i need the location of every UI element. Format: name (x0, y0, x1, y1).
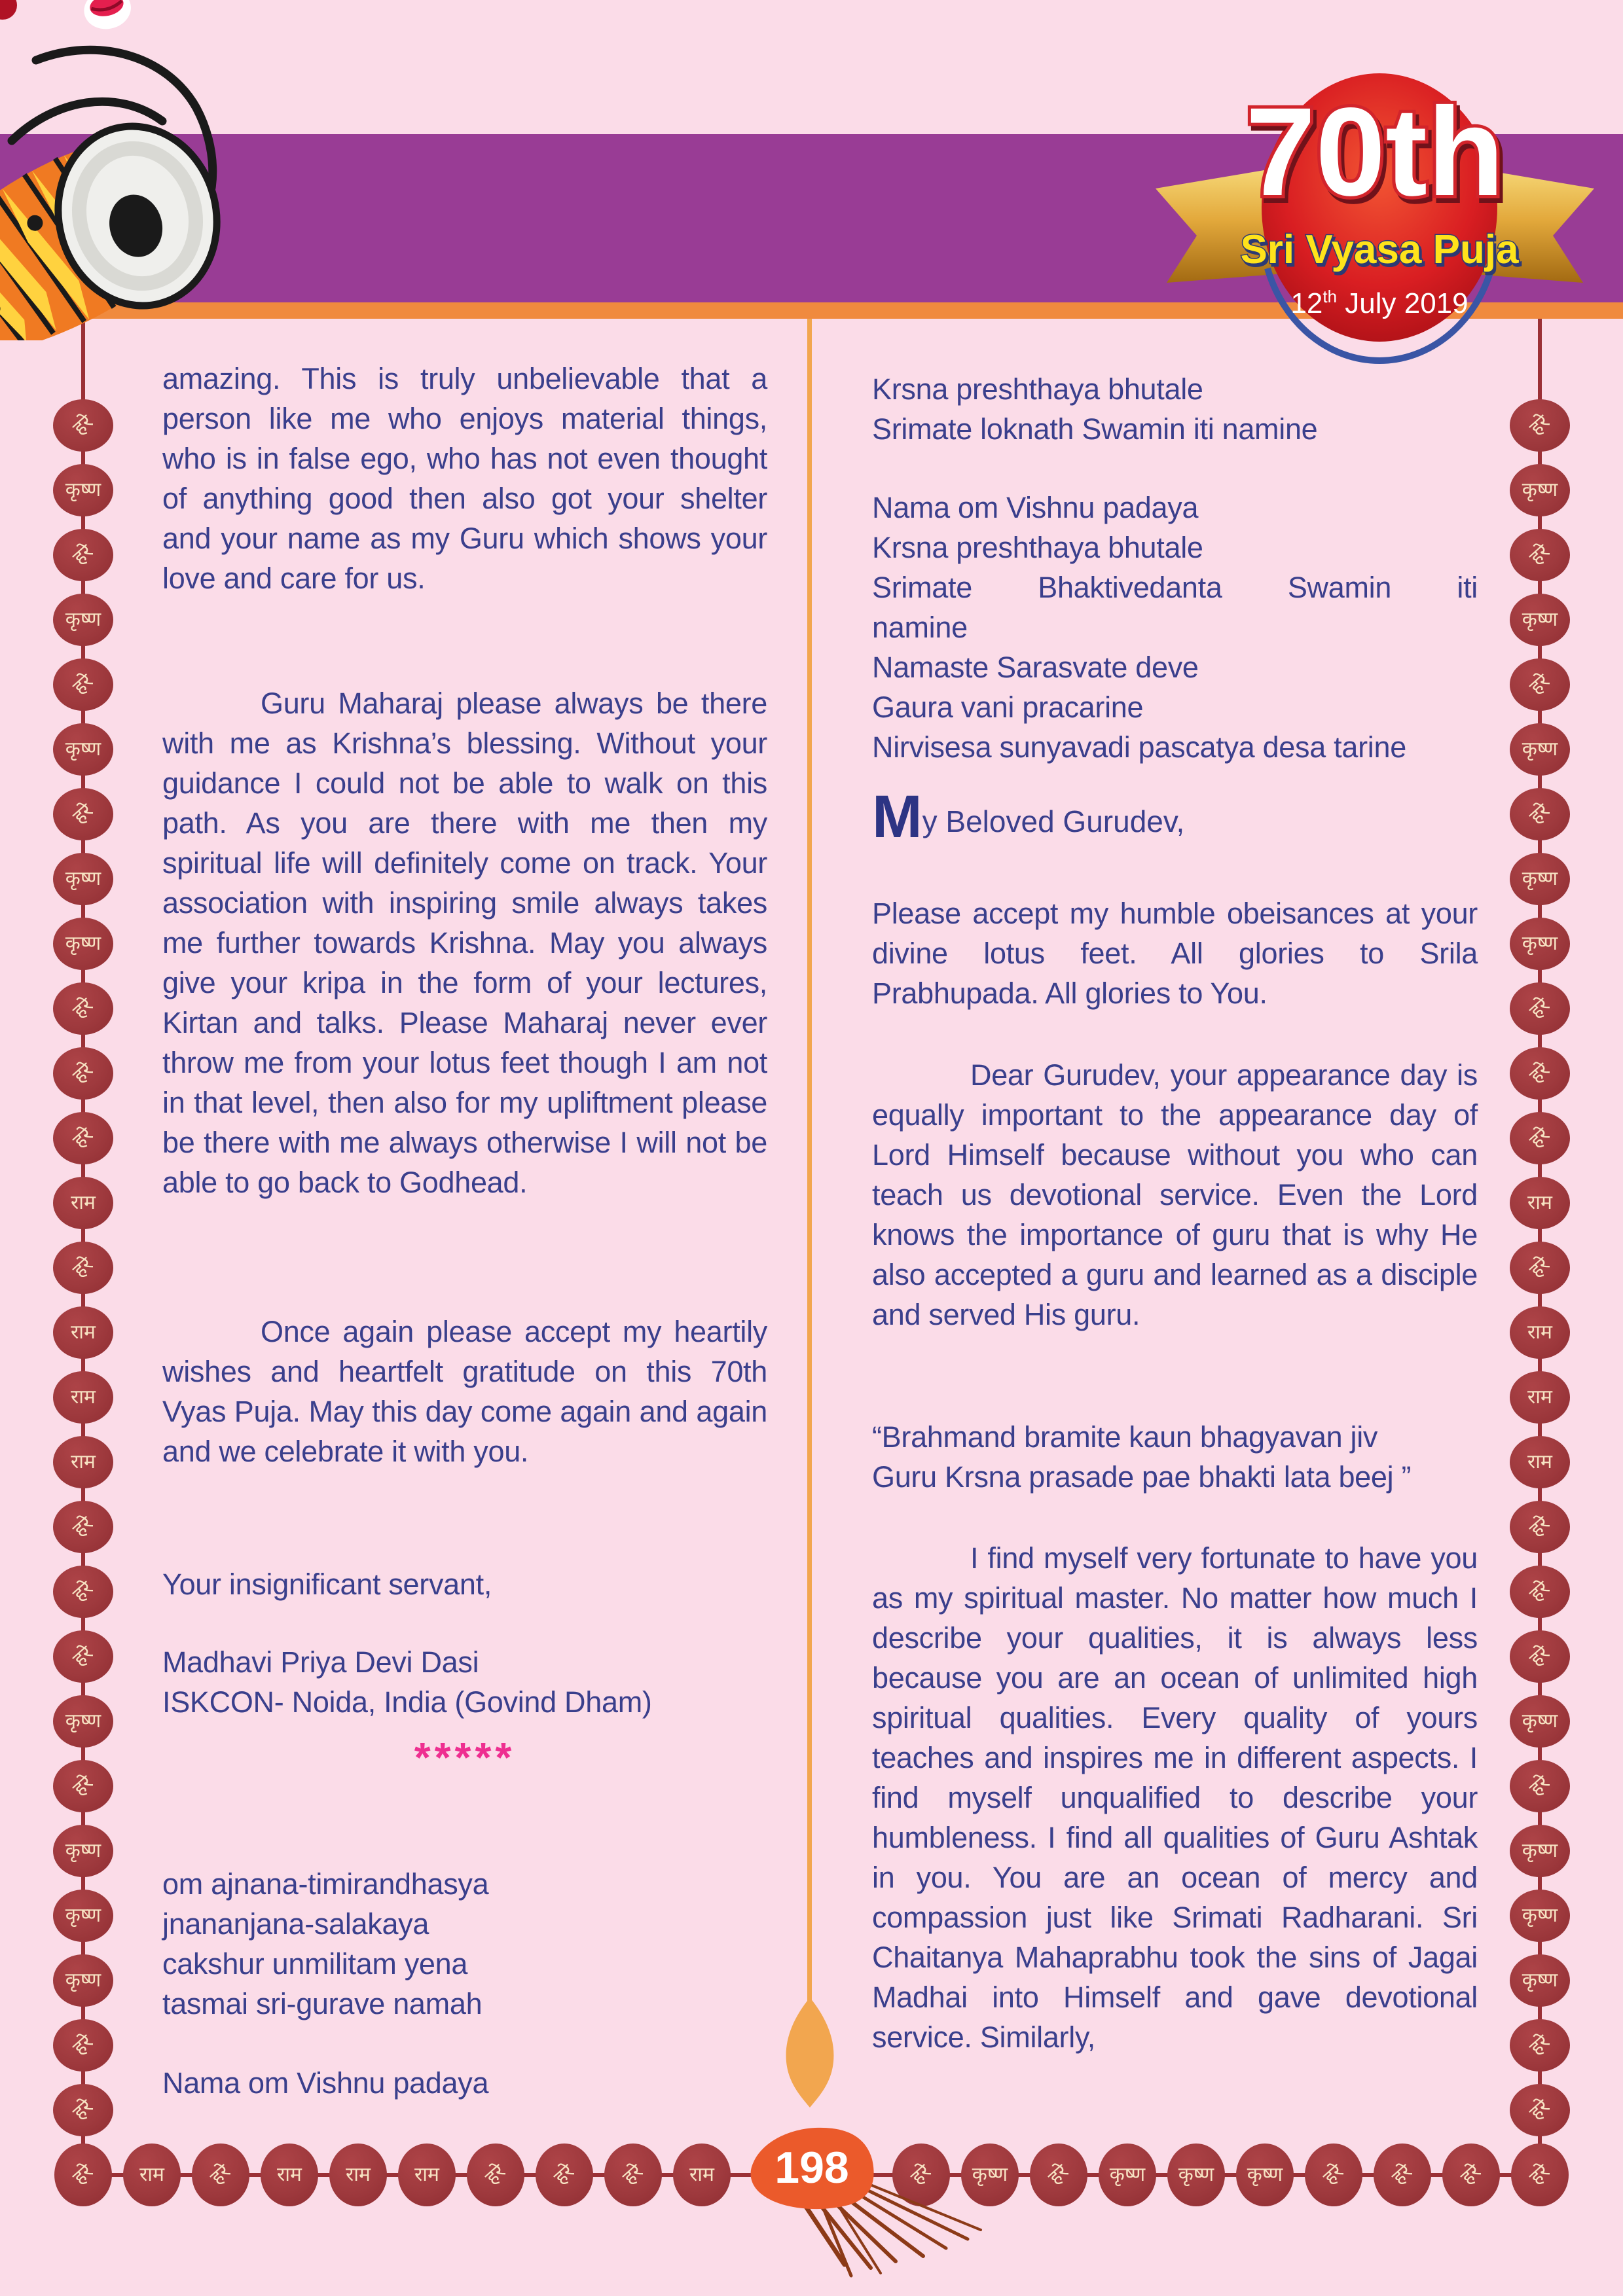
bead-label: हरे (69, 670, 98, 699)
bead (1030, 2144, 1087, 2206)
quote-line: “Brahmand bramite kaun bhagyavan jiv (872, 1420, 1378, 1454)
verse-line: Namaste Sarasvate deve (872, 651, 1199, 684)
bead-label: हरे (1044, 2160, 1073, 2189)
bead (1510, 594, 1570, 646)
bead-label: हरे (1525, 1058, 1554, 1088)
bead (53, 1825, 113, 1877)
bead (467, 2144, 524, 2206)
right-bead-border (1510, 399, 1570, 2136)
bead (1510, 658, 1570, 711)
bead-label: हरे (69, 994, 98, 1023)
bead-label: राम (139, 2164, 164, 2185)
bead (1510, 1630, 1570, 1683)
bead-label: राम (346, 2164, 371, 2185)
bead (53, 1954, 113, 2007)
bead (1510, 723, 1570, 776)
bead (53, 1436, 113, 1488)
bead (53, 464, 113, 516)
bead (1510, 1112, 1570, 1164)
bead (1510, 1566, 1570, 1618)
signature-block (162, 1642, 767, 1722)
bead-label: राम (1527, 1451, 1552, 1473)
bead-label: हरे (481, 2160, 510, 2189)
column-divider-line (807, 319, 812, 2011)
bead-label: कृष्ण (65, 738, 101, 760)
bottom-left-bead-border (54, 2144, 731, 2206)
bead-label: कृष्ण (1522, 1710, 1558, 1732)
verse-line: Srimate loknath Swamin iti namine (872, 412, 1318, 446)
left-bead-border (53, 399, 113, 2136)
bead-label: हरे (1525, 2095, 1554, 2125)
bead-label: हरे (69, 1058, 98, 1088)
bead-label: कृष्ण (65, 1905, 101, 1926)
bead-label: राम (1527, 1321, 1552, 1343)
bead (1510, 1825, 1570, 1877)
bead-label: हरे (69, 1577, 98, 1606)
bead-label: हरे (1525, 540, 1554, 569)
mridanga-drum-illustration (0, 0, 275, 340)
bead-label: हरे (1525, 670, 1554, 699)
bead-label: हरे (1525, 799, 1554, 829)
verse-line: Krsna preshthaya bhutale (872, 531, 1203, 564)
bead (1510, 1371, 1570, 1424)
bead-label: राम (71, 1192, 96, 1213)
bead-label: कृष्ण (1522, 609, 1558, 630)
bead-label: कृष्ण (1178, 2164, 1214, 2185)
bead-label: हरे (1525, 2160, 1554, 2189)
bead (1510, 1242, 1570, 1294)
bead-label: हरे (1388, 2160, 1417, 2189)
verse-line: namine (872, 611, 968, 644)
bead-label: हरे (69, 2095, 98, 2125)
bead (54, 2144, 112, 2206)
bead-label: हरे (69, 1253, 98, 1282)
bead-label: हरे (69, 540, 98, 569)
bead (53, 982, 113, 1035)
bead-label: हरे (1525, 1641, 1554, 1671)
bead (1510, 2019, 1570, 2072)
bead (261, 2144, 318, 2206)
bead (1510, 1177, 1570, 1229)
verse-line: Gaura vani pracarine (872, 691, 1144, 724)
bead (1510, 1760, 1570, 1812)
bead-label: हरे (69, 799, 98, 829)
bead (1510, 1047, 1570, 1100)
bead (53, 399, 113, 452)
bead (1236, 2144, 1294, 2206)
bead (53, 2084, 113, 2136)
bead (53, 1371, 113, 1424)
bead (53, 594, 113, 646)
bead (53, 1566, 113, 1618)
bead-label: हरे (69, 1641, 98, 1671)
asterisk-separator: ***** (414, 1734, 516, 1781)
bead-label: हरे (1525, 410, 1554, 440)
bead-label: कृष्ण (65, 1710, 101, 1732)
bead-label: कृष्ण (65, 609, 101, 630)
bead-label: कृष्ण (972, 2164, 1008, 2185)
bead-label: कृष्ण (65, 1840, 101, 1861)
bead (1510, 1890, 1570, 1942)
badge-title: 70th (1245, 81, 1504, 222)
left-verse (162, 1864, 767, 2024)
servant-line: Your insignificant servant, (162, 1568, 492, 1601)
signature-place: ISKCON- Noida, India (Govind Dham) (162, 1685, 652, 1719)
page-number: 198 (775, 2143, 849, 2193)
bead-label: हरे (907, 2160, 936, 2189)
bead (53, 788, 113, 840)
bead-label: हरे (69, 410, 98, 440)
bead (53, 1890, 113, 1942)
bead (1510, 1306, 1570, 1359)
signature-name: Madhavi Priya Devi Dasi (162, 1645, 479, 1679)
verse-line: Srimate Bhaktivedanta Swamin iti (872, 571, 1478, 604)
bead-label: हरे (69, 1123, 98, 1153)
bead-label: राम (71, 1321, 96, 1343)
right-paragraph-2: Dear Gurudev, your appearance day is equally important to the appearance day of Lord Himself because without you who can teach us devotional service. Even the Lord knows the importance of guru that is why He also accepted a guru and learned as a disciple and served His guru. (872, 1058, 1478, 1331)
bead-label: कृष्ण (1522, 933, 1558, 954)
bead-label: कृष्ण (1522, 1905, 1558, 1926)
bead (53, 1112, 113, 1164)
verse-line: Nirvisesa sunyavadi pascatya desa tarine (872, 730, 1406, 764)
dropcap-letter: M (872, 783, 922, 850)
bead-label: हरे (206, 2160, 235, 2189)
bead-label: राम (1527, 1192, 1552, 1213)
lips-artwork (81, 0, 135, 33)
bead-label: राम (414, 2164, 439, 2185)
bead (1510, 918, 1570, 970)
bead-label: राम (71, 1451, 96, 1473)
bead-label: राम (1527, 1386, 1552, 1408)
bead (1510, 1501, 1570, 1553)
left-paragraph-3: Once again please accept my heartily wishes and heartfelt gratitude on this 70th Vyas Puja. May this day come again and again and we celebrate it with you. (162, 1315, 767, 1468)
bead (53, 1306, 113, 1359)
verse-line: tasmai sri-gurave namah (162, 1987, 483, 2020)
bead-label: कृष्ण (65, 868, 101, 889)
salutation-heading (872, 783, 1478, 850)
bead-label: हरे (69, 1771, 98, 1801)
bead-label: कृष्ण (1522, 868, 1558, 889)
bead-label: हरे (550, 2160, 579, 2189)
bead (53, 1630, 113, 1683)
bead-label: हरे (1525, 1512, 1554, 1541)
bead (1510, 2084, 1570, 2136)
bead-label: हरे (1525, 1577, 1554, 1606)
bead (329, 2144, 387, 2206)
bead-label: कृष्ण (1522, 738, 1558, 760)
bead-label: हरे (619, 2160, 647, 2189)
right-pranam-verse (872, 488, 1478, 767)
bead-label: हरे (1525, 1771, 1554, 1801)
verse-line: jnananjana-salakaya (162, 1907, 429, 1941)
bead-label: राम (277, 2164, 302, 2185)
bead-label: राम (689, 2164, 714, 2185)
bead (1374, 2144, 1431, 2206)
bead-label: कृष्ण (1109, 2164, 1146, 2185)
bead-label: हरे (1525, 1253, 1554, 1282)
bead-label: कृष्ण (1522, 1969, 1558, 1991)
bead-label: हरे (1457, 2160, 1486, 2189)
left-paragraph-2: Guru Maharaj please always be there with me as Krishna’s blessing. Without your guidance I could not be able to walk on this path. As you are there with me then my spiritual life will definitely come on track. Your association with inspiring smile always takes me further towards Krishna. May you always give your kripa in the form of your lectures, Kirtan and talks. Please Maharaj never ever throw me from your lotus feet though I am not in that level, then also for my upliftment please be there with me always otherwise I will not be able to go back to Godhead. (162, 687, 767, 1199)
verse-line: Krsna preshthaya bhutale (872, 372, 1203, 406)
verse-line: cakshur unmilitam yena (162, 1947, 468, 1981)
bead (53, 1047, 113, 1100)
quote-line: Guru Krsna prasade pae bhakti lata beej ” (872, 1460, 1412, 1494)
bead-label: कृष्ण (65, 479, 101, 501)
70th-badge (1139, 46, 1611, 367)
bead (1510, 788, 1570, 840)
bead (604, 2144, 662, 2206)
bead-label: हरे (1319, 2160, 1348, 2189)
bead-label: हरे (69, 1512, 98, 1541)
bead (1511, 2144, 1569, 2206)
bead (1510, 399, 1570, 452)
bead-label: हरे (1525, 1123, 1554, 1153)
bead-label: कृष्ण (65, 933, 101, 954)
right-paragraph-1: Please accept my humble obeisances at your divine lotus feet. All glories to Srila Prabhupada. All glories to You. (872, 897, 1478, 1010)
bead (53, 723, 113, 776)
bead (53, 529, 113, 581)
bead (1510, 1954, 1570, 2007)
bead (1510, 853, 1570, 905)
right-opening-verse (872, 369, 1478, 449)
right-quote (872, 1417, 1478, 1497)
bead-label: कृष्ण (1522, 479, 1558, 501)
bead (53, 853, 113, 905)
page-number-blob (720, 2111, 1028, 2294)
bead-label: हरे (1525, 2030, 1554, 2060)
bead (53, 1760, 113, 1812)
salutation-rest: y Beloved Gurudev, (922, 804, 1185, 838)
bead-label: राम (71, 1386, 96, 1408)
bead (1167, 2144, 1225, 2206)
bead-label: कृष्ण (1522, 1840, 1558, 1861)
left-closing-line: Nama om Vishnu padaya (162, 2066, 489, 2100)
bead (123, 2144, 181, 2206)
bead-label: हरे (1525, 994, 1554, 1023)
bead (53, 918, 113, 970)
tassel-icon (0, 0, 17, 20)
verse-line: om ajnana-timirandhasya (162, 1867, 489, 1901)
badge-date: 12th July 2019 (1290, 287, 1468, 319)
bead (1510, 982, 1570, 1035)
bead (1305, 2144, 1362, 2206)
bead-label: हरे (69, 2030, 98, 2060)
left-paragraph-1: amazing. This is truly unbelievable that a person like me who enjoys material things, who is in false ego, who has not even thought of anything good then also got your shelter and your name as my Guru which shows your love and care for us. (162, 362, 767, 595)
verse-line: Nama om Vishnu padaya (872, 491, 1199, 524)
bead (536, 2144, 593, 2206)
bead (53, 1177, 113, 1229)
bead-label: कृष्ण (65, 1969, 101, 1991)
bead (53, 1695, 113, 1748)
bead (1510, 529, 1570, 581)
bead (53, 1501, 113, 1553)
bead-label: हरे (69, 2160, 98, 2189)
bead (1099, 2144, 1156, 2206)
bead (1510, 1436, 1570, 1488)
divider-arrow-icon (776, 1990, 843, 2114)
bead (1510, 1695, 1570, 1748)
bead (53, 658, 113, 711)
bead (1442, 2144, 1500, 2206)
bead (53, 2019, 113, 2072)
bead (398, 2144, 456, 2206)
right-paragraph-3: I find myself very fortunate to have you as my spiritual master. No matter how much I describe your qualities, it is always less because you are an ocean of unlimited high spiritual qualities. Every quality of yours teaches and inspires me in different aspects. I find myself unqualified to describe your humbleness. I find all qualities of Guru Ashtak in you. You are an ocean of mercy and compassion just like Srimati Radharani. Sri Chaitanya Mahaprabhu took the sins of Jagai Madhai into Himself and gave devotional service. Similarly, (872, 1541, 1478, 2054)
badge-subtitle: Sri Vyasa Puja (1240, 227, 1519, 272)
bead (53, 1242, 113, 1294)
bead-label: कृष्ण (1247, 2164, 1283, 2185)
bead (192, 2144, 249, 2206)
bead (1510, 464, 1570, 516)
